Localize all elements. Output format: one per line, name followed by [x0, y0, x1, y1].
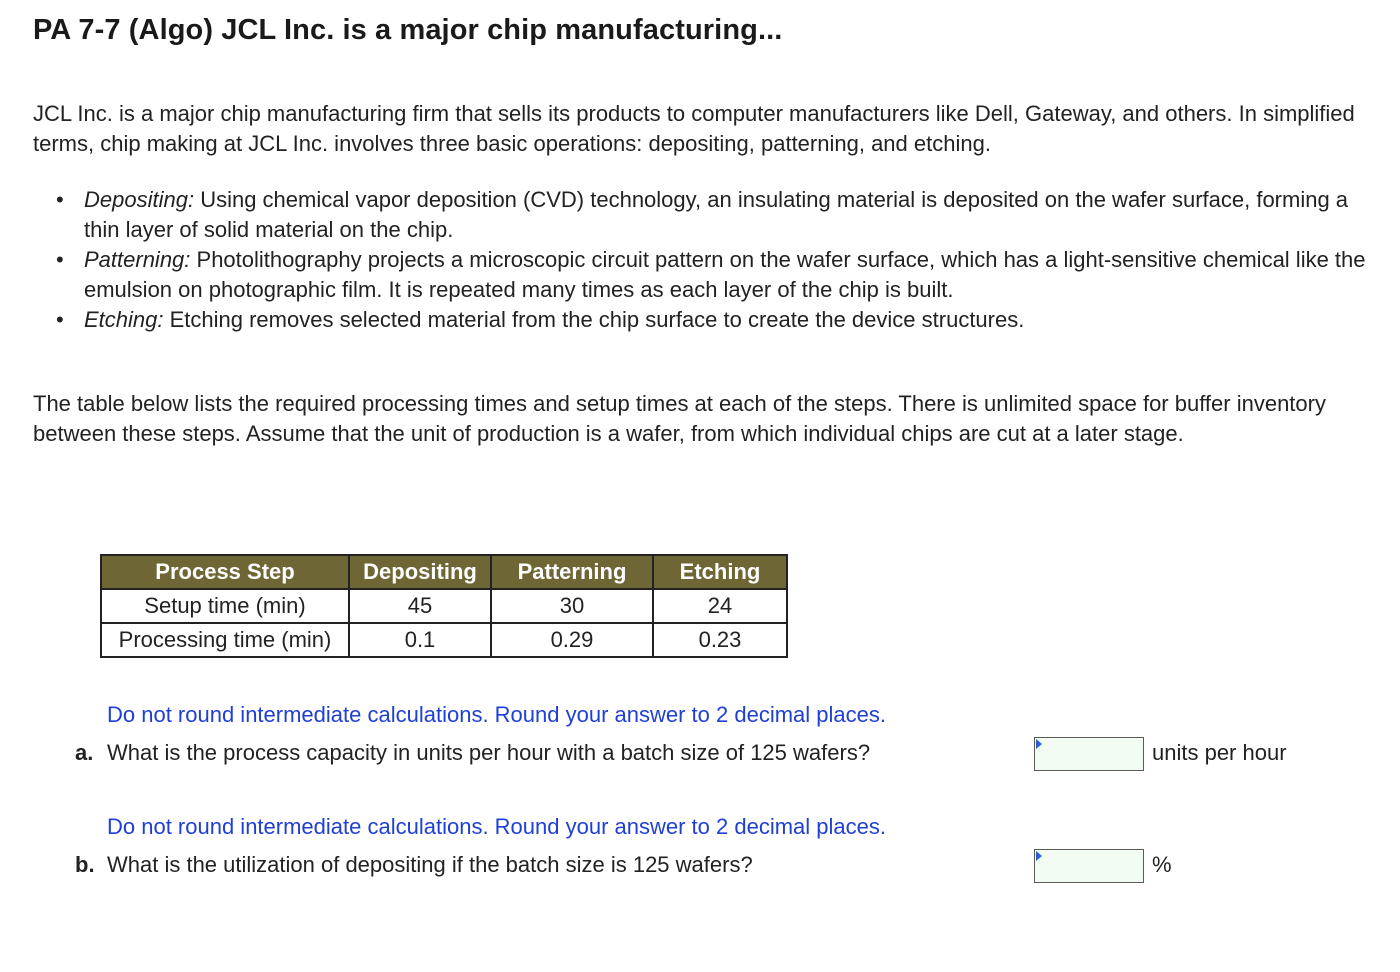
list-item: [33, 305, 1373, 335]
unit-label-a: units per hour: [1152, 740, 1287, 765]
table-cell: Setup time (min): [101, 589, 349, 623]
question-text: What is the process capacity in units per hour with a batch size of 125 wafers?: [107, 740, 871, 765]
rounding-hint-b: Do not round intermediate calculations. Round your answer to 2 decimal places.: [107, 814, 886, 839]
question-text: What is the utilization of depositing if the batch size is 125 wafers?: [107, 852, 753, 877]
table-cell: Processing time (min): [101, 623, 349, 657]
answer-input-b[interactable]: [1034, 849, 1144, 883]
bullet-term: Depositing:: [84, 187, 195, 212]
table-intro-paragraph: The table below lists the required processing times and setup times at each of the steps. There is unlimited space for buffer inventory between these steps. Assume that the unit of production is a wafer, from which individual chips are cut at a later stage.: [33, 391, 1326, 446]
unit-label-b: %: [1152, 852, 1172, 877]
page-title: PA 7-7 (Algo) JCL Inc. is a major chip manufacturing...: [33, 14, 783, 46]
bullet-term: Etching:: [84, 307, 164, 332]
table-row: [101, 589, 787, 623]
rounding-hint-a: Do not round intermediate calculations. Round your answer to 2 decimal places.: [107, 702, 886, 727]
table-header-cell: Process Step: [101, 555, 349, 589]
bullet-text: Photolithography projects a microscopic circuit pattern on the wafer surface, which has a light-sensitive chemical like the emulsion on photographic film. It is repeated many times as each layer of the chip is built.: [84, 247, 1366, 302]
list-item: [33, 185, 1373, 245]
answer-input-a[interactable]: [1034, 737, 1144, 771]
table-row: [101, 623, 787, 657]
question-a: [75, 740, 870, 766]
bullet-text: Etching removes selected material from the chip surface to create the device structures.: [163, 307, 1025, 332]
bullet-dot-icon: •: [56, 307, 64, 332]
table-cell: 0.1: [349, 623, 491, 657]
question-letter: a.: [75, 740, 94, 765]
question-b: [75, 852, 753, 878]
intro-paragraph: JCL Inc. is a major chip manufacturing firm that sells its products to computer manufacturers like Dell, Gateway, and others. In simplified terms, chip making at JCL Inc. involves three basic operations: depositing, patterning, and etching.: [33, 101, 1355, 156]
table-cell: 0.29: [491, 623, 653, 657]
table-cell: 0.23: [653, 623, 787, 657]
bullet-dot-icon: •: [56, 187, 64, 212]
table-header-cell: Patterning: [491, 555, 653, 589]
table-cell: 30: [491, 589, 653, 623]
bullet-text: Using chemical vapor deposition (CVD) technology, an insulating material is deposited on the wafer surface, forming a thin layer of solid material on the chip.: [84, 187, 1349, 242]
table-header-cell: Depositing: [349, 555, 491, 589]
table-cell: 24: [653, 589, 787, 623]
question-letter: b.: [75, 852, 95, 877]
operations-list: [33, 185, 1373, 335]
process-times-table: [100, 554, 788, 658]
table-header-cell: Etching: [653, 555, 787, 589]
bullet-term: Patterning:: [84, 247, 191, 272]
table-cell: 45: [349, 589, 491, 623]
list-item: [33, 245, 1373, 305]
bullet-dot-icon: •: [56, 247, 64, 272]
table-header-row: [101, 555, 787, 589]
